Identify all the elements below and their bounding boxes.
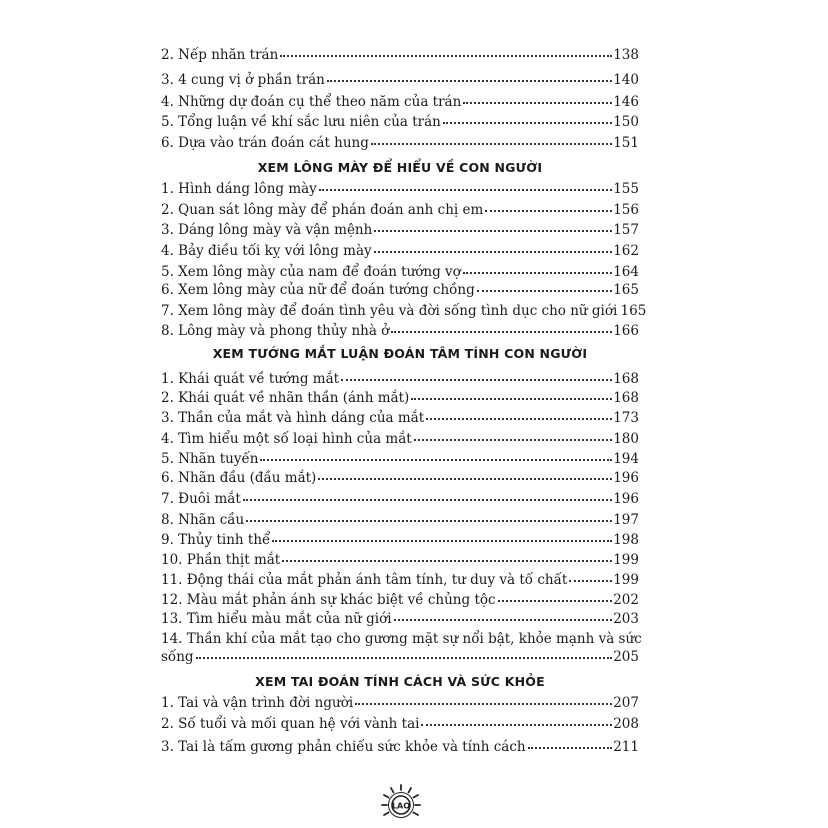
page-number: 157 (613, 222, 639, 238)
entry-title: 4. Bảy điều tối kỵ với lông mày (161, 243, 372, 259)
page-number: 162 (613, 243, 639, 259)
dot-leader (394, 618, 612, 621)
toc-entry (161, 180, 639, 198)
entry-title: 6. Dựa vào trán đoán cát hung (161, 135, 369, 151)
toc-entry (161, 694, 639, 712)
entry-title: 1. Khái quát về tướng mắt (161, 371, 340, 387)
page-number: 168 (613, 390, 639, 406)
entry-title: 5. Nhãn tuyến (161, 451, 259, 467)
dot-leader (246, 519, 612, 522)
entry-title: 7. Đuôi mắt (161, 491, 241, 507)
toc-entry (161, 389, 639, 407)
dot-leader (196, 656, 612, 659)
toc-entry (161, 430, 639, 448)
entry-title: 2. Nếp nhăn trán (161, 47, 279, 63)
page-number: 199 (613, 572, 639, 588)
toc-entry (161, 46, 639, 64)
entry-title: 5. Tổng luận về khí sắc lưu niên của trán (161, 114, 441, 130)
toc-entry (161, 490, 639, 508)
toc-entry (161, 201, 639, 219)
page-number: 203 (613, 611, 639, 627)
page-number: 198 (613, 532, 639, 548)
page-number: 146 (613, 94, 639, 110)
entry-title: 6. Xem lông mày của nữ để đoán tướng chồng (161, 282, 475, 298)
entry-title: 3. Thần của mắt và hình dáng của mắt (161, 410, 425, 426)
dot-leader (374, 250, 612, 253)
entry-title: 11. Động thái của mắt phản ánh tâm tính, tư duy và tố chất (161, 572, 568, 588)
dot-leader (485, 209, 612, 212)
section-heading: XEM LÔNG MÀY ĐỂ HIỂU VỀ CON NGƯỜI (257, 160, 543, 175)
toc-entry (161, 370, 639, 388)
page-number: 164 (613, 264, 639, 280)
entry-title: 3. Dáng lông mày và vận mệnh (161, 222, 373, 238)
page-number: 208 (613, 716, 639, 732)
page-number: 156 (613, 202, 639, 218)
entry-title: 7. Xem lông mày để đoán tình yêu và đời sống tình dục cho nữ giới (161, 303, 618, 319)
toc-entry (161, 531, 639, 549)
toc-entry (161, 571, 639, 589)
dot-leader (498, 599, 612, 602)
entry-title: 8. Nhãn cầu (161, 512, 245, 528)
page-number: 173 (613, 410, 639, 426)
entry-title: 8. Lông mày và phong thủy nhà ở (161, 323, 390, 339)
page-number: 197 (613, 512, 639, 528)
toc-entry (161, 469, 639, 487)
page-number: 155 (613, 181, 639, 197)
page-number: 196 (613, 491, 639, 507)
entry-title: 5. Xem lông mày của nam để đoán tướng vợ (161, 264, 461, 280)
dot-leader (280, 54, 612, 57)
dot-leader (411, 397, 612, 400)
dot-leader (414, 438, 612, 441)
entry-title: 1. Hình dáng lông mày (161, 181, 317, 197)
entry-title-continuation: sống (161, 649, 194, 665)
page-number: 207 (613, 695, 639, 711)
toc-entry (161, 221, 639, 239)
page-number: 138 (613, 47, 639, 63)
entry-title: 2. Số tuổi và mối quan hệ với vành tai (161, 716, 420, 732)
toc-entry (161, 93, 639, 111)
dot-leader (426, 417, 612, 420)
page-number: 166 (613, 323, 639, 339)
toc-entry (161, 71, 639, 89)
toc-entry (161, 551, 639, 569)
dot-leader (243, 498, 612, 501)
toc-entry (161, 263, 639, 281)
toc-entry (161, 302, 647, 320)
page-number: 165 (613, 282, 639, 298)
emblem-text: LAO (391, 801, 411, 811)
entry-title: 14. Thần khí của mắt tạo cho gương mặt sự nổi bật, khỏe mạnh và sức (161, 631, 642, 647)
entry-title: 13. Tìm hiểu màu mắt của nữ giới (161, 611, 392, 627)
page-number: 165 (620, 303, 647, 319)
dot-leader (318, 477, 612, 480)
entry-title: 4. Những dự đoán cụ thể theo năm của trán (161, 94, 462, 110)
page-number: 140 (613, 72, 639, 88)
dot-leader (371, 142, 612, 145)
entry-title: 2. Quan sát lông mày để phán đoán anh chị em (161, 202, 484, 218)
entry-title: 3. 4 cung vị ở phần trán (161, 72, 325, 88)
dot-leader (569, 579, 612, 582)
toc-entry (161, 409, 639, 427)
toc-entry (161, 322, 639, 340)
dot-leader (260, 458, 612, 461)
page-number: 202 (613, 592, 639, 608)
toc-entry (161, 242, 639, 260)
entry-title: 1. Tai và vận trình đời người (161, 695, 354, 711)
toc-entry (161, 591, 639, 609)
toc-entry (161, 630, 642, 666)
dot-leader (355, 702, 612, 705)
toc-entry (161, 134, 639, 152)
page-number: 196 (613, 470, 639, 486)
entry-title: 4. Tìm hiểu một số loại hình của mắt (161, 431, 412, 447)
dot-leader (341, 378, 612, 381)
sun-emblem-icon (380, 783, 422, 825)
dot-leader (443, 121, 612, 124)
toc-entry (161, 281, 639, 299)
dot-leader (282, 559, 612, 562)
page-number: 211 (613, 739, 639, 755)
toc-entry (161, 738, 639, 756)
entry-title: 10. Phần thịt mắt (161, 552, 281, 568)
dot-leader (391, 330, 612, 333)
toc-entry (161, 450, 639, 468)
dot-leader (272, 539, 612, 542)
page-number: 180 (613, 431, 639, 447)
entry-title: 9. Thủy tinh thể (161, 532, 271, 548)
dot-leader (463, 271, 612, 274)
page-number: 199 (613, 552, 639, 568)
entry-title: 12. Màu mắt phản ánh sự khác biệt về chủng tộc (161, 592, 496, 608)
toc-entry (161, 610, 639, 628)
page-number: 205 (613, 649, 639, 665)
dot-leader (421, 723, 612, 726)
page-number: 168 (613, 371, 639, 387)
section-heading: XEM TƯỚNG MẮT LUẬN ĐOÁN TÂM TÍNH CON NGƯỜI (212, 346, 588, 361)
entry-title: 2. Khái quát về nhãn thần (ánh mắt) (161, 390, 410, 406)
toc-entry (161, 715, 639, 733)
page-number: 150 (613, 114, 639, 130)
dot-leader (477, 289, 612, 292)
entry-title: 6. Nhãn đầu (đầu mắt) (161, 470, 317, 486)
dot-leader (319, 188, 612, 191)
page-number: 151 (613, 135, 639, 151)
entry-title: 3. Tai là tấm gương phản chiếu sức khỏe và tính cách (161, 739, 526, 755)
page-number: 194 (613, 451, 639, 467)
dot-leader (528, 746, 612, 749)
toc-entry (161, 511, 639, 529)
dot-leader (327, 79, 612, 82)
dot-leader (374, 229, 612, 232)
section-heading: XEM TAI ĐOÁN TÍNH CÁCH VÀ SỨC KHỎE (255, 674, 545, 689)
dot-leader (463, 101, 612, 104)
toc-entry (161, 113, 639, 131)
